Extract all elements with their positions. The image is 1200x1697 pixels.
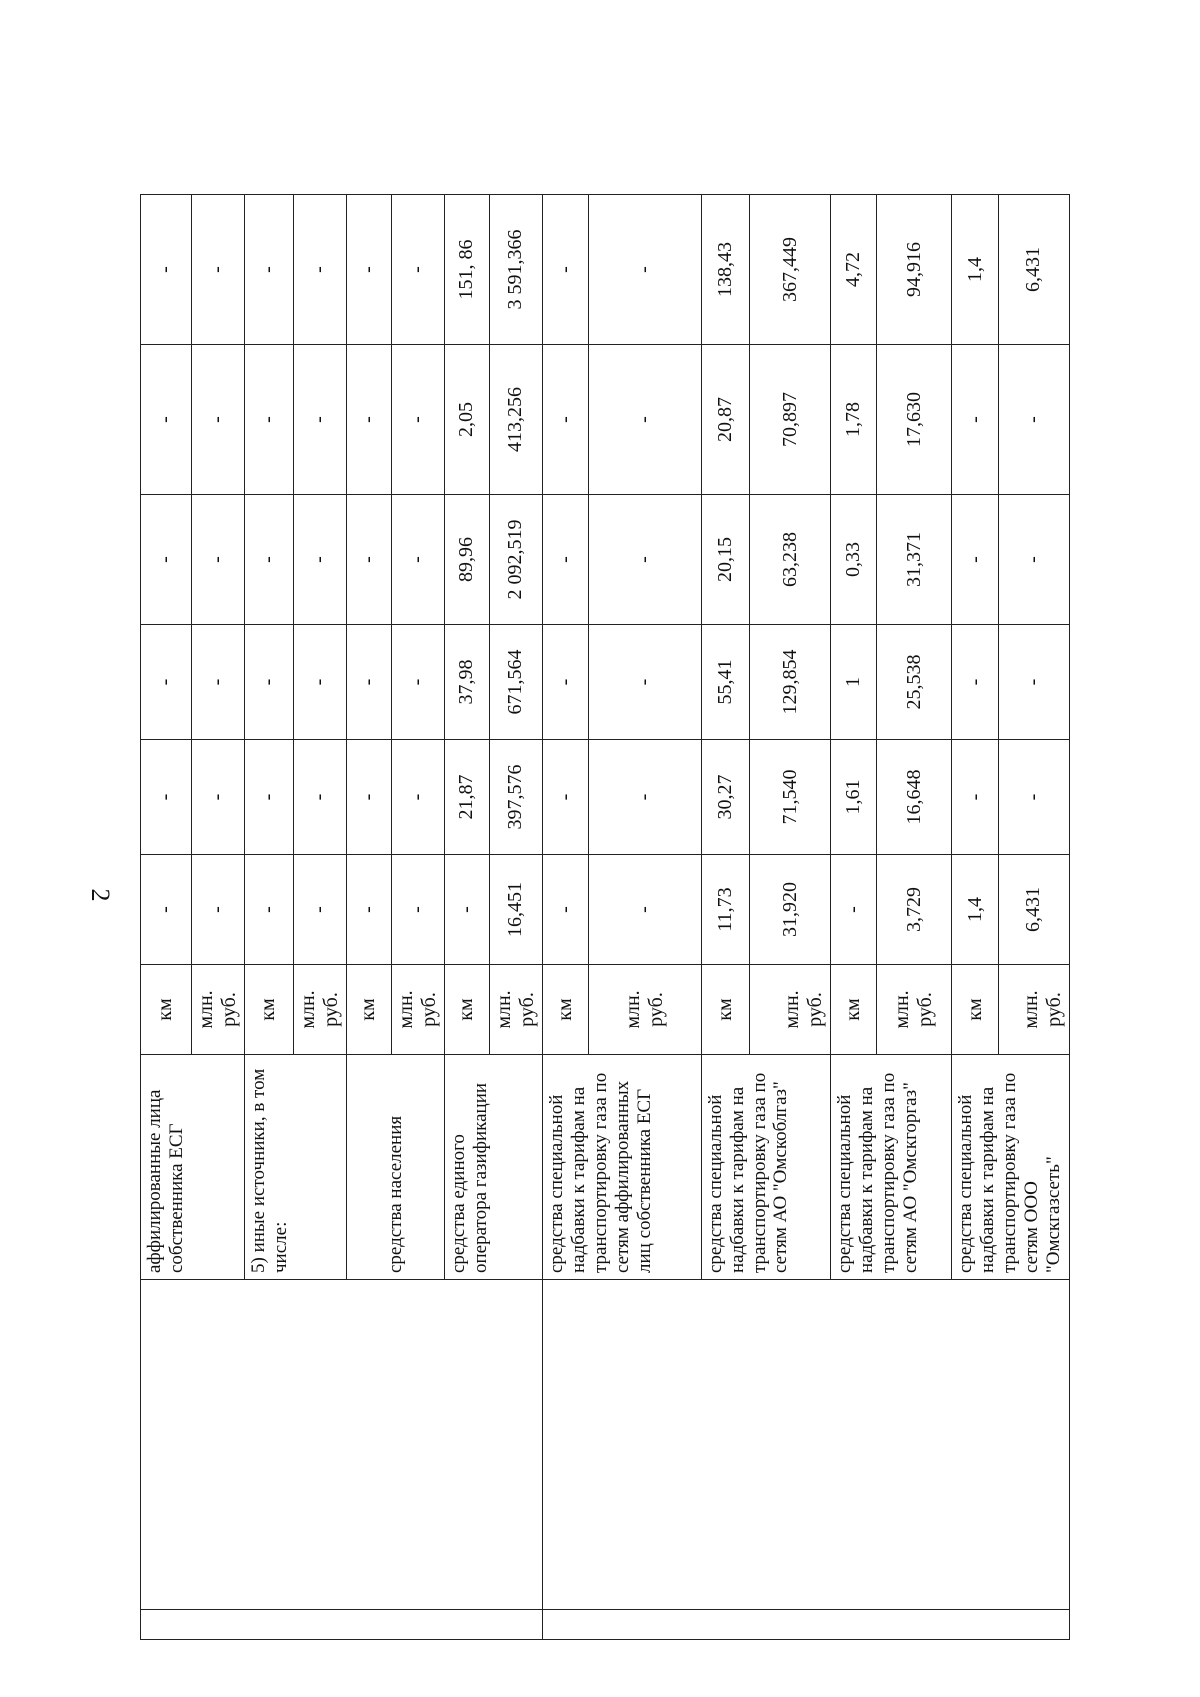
row-label: средства населения [347, 1055, 445, 1280]
value-cell: - [347, 345, 391, 495]
unit-cell: км [347, 965, 391, 1055]
empty-cell [543, 1610, 1070, 1640]
value-cell: - [543, 495, 588, 625]
value-cell: - [391, 740, 445, 855]
value-cell: 71,540 [750, 740, 831, 855]
value-cell: 30,27 [701, 740, 750, 855]
value-cell: - [543, 740, 588, 855]
row-label: средства единого оператора газификации [445, 1055, 543, 1280]
value-cell: - [952, 740, 998, 855]
value-cell: - [293, 855, 347, 965]
value-cell: 16,648 [876, 740, 952, 855]
value-cell: - [191, 195, 245, 345]
value-cell: - [293, 625, 347, 740]
value-cell: - [191, 495, 245, 625]
value-cell: - [347, 195, 391, 345]
row-label: средства специальной надбавки к тарифам на транспортировку газа по сетям ООО "Омскгазсеть" [952, 1055, 1070, 1280]
value-cell: - [588, 495, 701, 625]
value-cell: 6,431 [998, 195, 1069, 345]
value-cell: 367,449 [750, 195, 831, 345]
value-cell: - [588, 195, 701, 345]
unit-cell: млн. руб. [876, 965, 952, 1055]
value-cell: - [952, 345, 998, 495]
value-cell: - [952, 495, 998, 625]
table-row [543, 70, 588, 1640]
unit-cell: млн. руб. [588, 965, 701, 1055]
value-cell: 151, 86 [445, 195, 489, 345]
value-cell: - [191, 855, 245, 965]
value-cell: - [543, 195, 588, 345]
row-label: 5) иные источники, в том числе: [245, 1055, 347, 1280]
unit-cell: млн. руб. [998, 965, 1069, 1055]
value-cell: - [245, 855, 294, 965]
rotated-table-container [140, 70, 1070, 1640]
value-cell: 1,4 [952, 195, 998, 345]
row-label: аффилированные лица собственника ЕСГ [141, 1055, 245, 1280]
value-cell: 4,72 [831, 195, 876, 345]
value-cell: - [588, 855, 701, 965]
unit-cell: млн. руб. [391, 965, 445, 1055]
value-cell: - [588, 625, 701, 740]
value-cell: 94,916 [876, 195, 952, 345]
empty-cell [141, 1280, 543, 1610]
value-cell: - [293, 345, 347, 495]
value-cell: 55,41 [701, 625, 750, 740]
value-cell: - [293, 195, 347, 345]
value-cell: - [347, 855, 391, 965]
value-cell: 63,238 [750, 495, 831, 625]
value-cell: - [191, 625, 245, 740]
value-cell: - [245, 625, 294, 740]
value-cell: - [543, 855, 588, 965]
value-cell: 129,854 [750, 625, 831, 740]
value-cell: - [141, 495, 192, 625]
value-cell: - [543, 625, 588, 740]
unit-cell: км [701, 965, 750, 1055]
value-cell: 1 [831, 625, 876, 740]
value-cell: 3 591,366 [489, 195, 543, 345]
value-cell: 31,920 [750, 855, 831, 965]
value-cell: 138,43 [701, 195, 750, 345]
value-cell: - [588, 345, 701, 495]
value-cell: - [293, 740, 347, 855]
value-cell: - [998, 625, 1069, 740]
unit-cell: км [952, 965, 998, 1055]
value-cell: 20,15 [701, 495, 750, 625]
unit-cell: км [141, 965, 192, 1055]
unit-cell: млн. руб. [293, 965, 347, 1055]
value-cell: - [347, 740, 391, 855]
value-cell: 37,98 [445, 625, 489, 740]
value-cell: 20,87 [701, 345, 750, 495]
value-cell: 671,564 [489, 625, 543, 740]
value-cell: - [191, 740, 245, 855]
value-cell: 3,729 [876, 855, 952, 965]
value-cell: - [141, 195, 192, 345]
empty-cell [141, 1610, 543, 1640]
unit-cell: км [245, 965, 294, 1055]
table-row [141, 70, 192, 1640]
value-cell: 1,4 [952, 855, 998, 965]
value-cell: - [391, 625, 445, 740]
page-number: 2 [86, 888, 115, 902]
value-cell: 2 092,519 [489, 495, 543, 625]
value-cell: - [998, 495, 1069, 625]
value-cell: - [445, 855, 489, 965]
value-cell: - [391, 345, 445, 495]
row-label: средства специальной надбавки к тарифам на транспортировку газа по сетям АО "Омскоблгаз" [701, 1055, 830, 1280]
value-cell: - [998, 740, 1069, 855]
value-cell: - [141, 345, 192, 495]
value-cell: - [191, 345, 245, 495]
value-cell: - [245, 740, 294, 855]
row-label: средства специальной надбавки к тарифам на транспортировку газа по сетям АО "Омскгоргаз" [831, 1055, 952, 1280]
value-cell: 413,256 [489, 345, 543, 495]
empty-cell [543, 1280, 1070, 1610]
unit-cell: км [543, 965, 588, 1055]
value-cell: - [141, 625, 192, 740]
value-cell: - [141, 740, 192, 855]
value-cell: - [543, 345, 588, 495]
value-cell: - [998, 345, 1069, 495]
value-cell: - [347, 625, 391, 740]
row-label: средства специальной надбавки к тарифам на транспортировку газа по сетям аффилированных лиц собственника ЕСГ [543, 1055, 702, 1280]
value-cell: 89,96 [445, 495, 489, 625]
value-cell: - [391, 195, 445, 345]
value-cell: 16,451 [489, 855, 543, 965]
unit-cell: млн. руб. [750, 965, 831, 1055]
value-cell: - [588, 740, 701, 855]
value-cell: - [952, 625, 998, 740]
unit-cell: млн. руб. [191, 965, 245, 1055]
value-cell: 0,33 [831, 495, 876, 625]
value-cell: - [391, 495, 445, 625]
value-cell: 11,73 [701, 855, 750, 965]
unit-cell: млн. руб. [489, 965, 543, 1055]
value-cell: - [293, 495, 347, 625]
value-cell: 31,371 [876, 495, 952, 625]
value-cell: 25,538 [876, 625, 952, 740]
value-cell: - [245, 345, 294, 495]
value-cell: - [245, 195, 294, 345]
value-cell: - [245, 495, 294, 625]
value-cell: 2,05 [445, 345, 489, 495]
value-cell: 397,576 [489, 740, 543, 855]
value-cell: - [391, 855, 445, 965]
value-cell: 70,897 [750, 345, 831, 495]
value-cell: - [141, 855, 192, 965]
value-cell: 17,630 [876, 345, 952, 495]
value-cell: 6,431 [998, 855, 1069, 965]
unit-cell: км [445, 965, 489, 1055]
value-cell: 21,87 [445, 740, 489, 855]
unit-cell: км [831, 965, 876, 1055]
funding-table [140, 69, 1070, 1640]
value-cell: 1,78 [831, 345, 876, 495]
value-cell: - [347, 495, 391, 625]
value-cell: - [831, 855, 876, 965]
value-cell: 1,61 [831, 740, 876, 855]
